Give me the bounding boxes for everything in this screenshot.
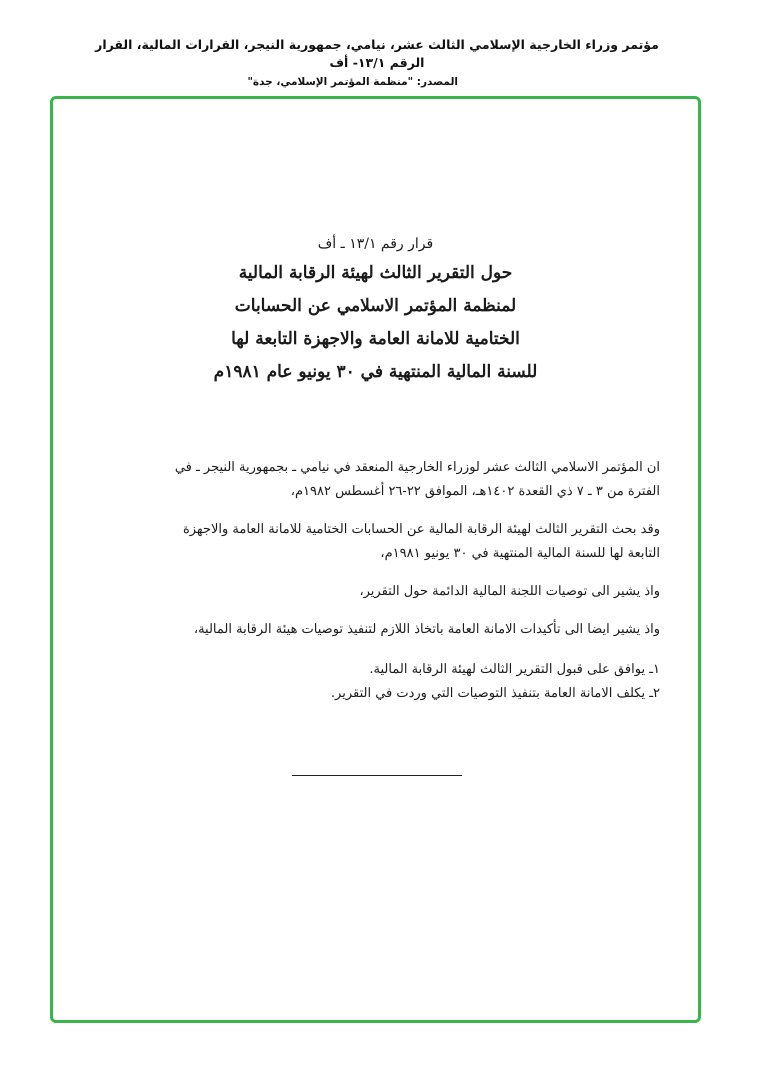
title-line: للسنة المالية المنتهية في ٣٠ يونيو عام ١٩٨١م xyxy=(213,362,538,382)
header-source: المصدر: "منظمة المؤتمر الإسلامي، جدة" xyxy=(247,76,458,88)
paragraph-line: واذ يشير ايضا الى تأكيدات الامانة العامة باتخاذ اللازم لتنفيذ توصيات هيئة الرقابة المالية، xyxy=(193,622,660,637)
operative-items xyxy=(100,658,660,706)
resolution-body xyxy=(100,456,660,706)
closing-rule xyxy=(292,775,462,776)
header-citation: مؤتمر وزراء الخارجية الإسلامي الثالث عشر، نيامي، جمهورية النيجر، القرارات المالية، القرار الرقم ١٣/١- أف xyxy=(95,37,659,70)
title-line: لمنظمة المؤتمر الاسلامي عن الحسابات xyxy=(234,296,517,316)
paragraph-line: الفترة من ٣ ـ ٧ ذي القعدة ١٤٠٢هـ، الموافق ٢٢-٢٦ أغسطس ١٩٨٢م، xyxy=(290,484,660,499)
page-header xyxy=(0,36,758,90)
resolution-reference: قرار رقم ١٣/١ ـ أف xyxy=(317,236,434,252)
resolution-title-block xyxy=(50,231,701,389)
operative-item: ١ـ يوافق على قبول التقرير الثالث لهيئة الرقابة المالية. xyxy=(369,662,660,677)
paragraph-line: وقد بحث التقرير الثالث لهيئة الرقابة المالية عن الحسابات الختامية للامانة العامة والاجهزة xyxy=(182,522,660,537)
title-line: الختامية للامانة العامة والاجهزة التابعة لها xyxy=(231,329,520,349)
paragraph-line: واذ يشير الى توصيات اللجنة المالية الدائمة حول التقرير، xyxy=(359,584,660,599)
title-line: حول التقرير الثالث لهيئة الرقابة المالية xyxy=(238,263,513,283)
paragraph-line: التابعة لها للسنة المالية المنتهية في ٣٠ يونيو ١٩٨١م، xyxy=(380,546,660,561)
preamble-paragraph xyxy=(100,518,660,566)
operative-item: ٢ـ يكلف الامانة العامة بتنفيذ التوصيات التي وردت في التقرير. xyxy=(330,686,660,701)
preamble-paragraph xyxy=(100,580,660,604)
preamble-paragraph xyxy=(100,618,660,642)
paragraph-line: ان المؤتمر الاسلامي الثالث عشر لوزراء الخارجية المنعقد في نيامي ـ بجمهورية النيجر ـ في xyxy=(174,460,660,475)
preamble-paragraph xyxy=(100,456,660,504)
